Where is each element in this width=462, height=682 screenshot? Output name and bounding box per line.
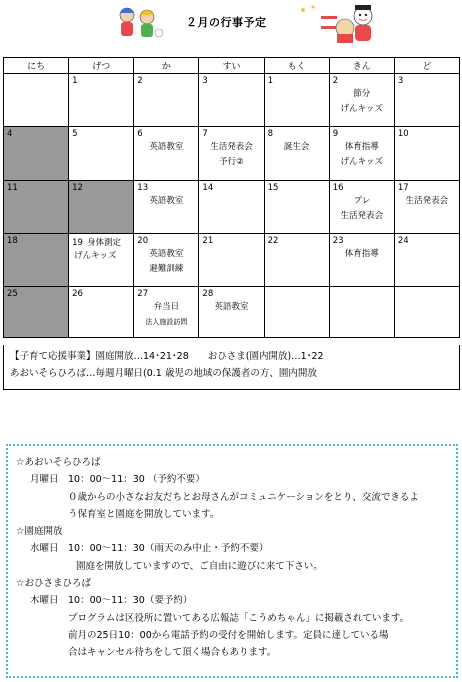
- calendar-day-cell: [69, 127, 134, 181]
- day-number: 11: [7, 183, 18, 193]
- calendar-week-row: [4, 287, 460, 338]
- calendar-day-cell: [394, 287, 459, 338]
- calendar-event: げんキッズ: [74, 251, 117, 261]
- calendar-day-cell: [199, 74, 264, 127]
- weekday-header: か: [134, 58, 199, 74]
- weekday-header: にち: [4, 58, 69, 74]
- calendar-day-cell: [134, 181, 199, 234]
- calendar-day-cell: [199, 234, 264, 287]
- calendar-day-cell: [134, 127, 199, 181]
- calendar-event: 避難訓練: [149, 264, 184, 274]
- calendar-day-cell: [264, 74, 329, 127]
- page-header: [0, 0, 462, 48]
- day-number: 10: [397, 129, 409, 139]
- schedule-time: 木曜日 10：00～11：30（要予約）: [30, 595, 193, 607]
- calendar-day-cell: [329, 287, 394, 338]
- day-number: 4: [7, 129, 13, 139]
- weekday-header: きん: [329, 58, 394, 74]
- calendar-event: 体育指導: [344, 142, 379, 152]
- calendar-day-cell: [199, 181, 264, 234]
- section-description: 園庭を開放していますので、ご自由に遊びに来て下さい。: [76, 560, 323, 572]
- calendar-day-cell: [329, 181, 394, 234]
- calendar-day-cell: [329, 74, 394, 127]
- calendar-day-cell: [264, 234, 329, 287]
- day-number: 16: [332, 183, 344, 193]
- calendar-event: 英語教室: [214, 302, 249, 312]
- calendar-day-cell: [264, 127, 329, 181]
- page-title: ２月の行事予定: [186, 16, 267, 29]
- day-number: 21: [202, 236, 214, 246]
- day-number: 22: [267, 236, 279, 246]
- day-number: 2: [137, 76, 143, 86]
- day-number: 26: [72, 289, 83, 299]
- day-number: 12: [72, 183, 83, 193]
- program-info-box: [6, 444, 458, 678]
- weekday-header: すい: [199, 58, 264, 74]
- day-number: 17: [397, 183, 409, 193]
- section-title: ☆あおいそらひろば: [16, 457, 101, 468]
- section-description: う保育室と園庭を開放しています。: [68, 508, 220, 520]
- monthly-calendar: [3, 57, 460, 338]
- setsubun-illustration: [295, 2, 375, 44]
- day-number: 25: [7, 289, 18, 299]
- calendar-day-cell: [134, 74, 199, 127]
- calendar-event: 節分: [353, 89, 371, 99]
- calendar-week-row: [4, 127, 460, 181]
- children-illustration: [115, 3, 165, 43]
- notes-line: あおいそらひろば…毎週月曜日(0.1 歳児の地域の保護者の方、園内開放: [10, 368, 317, 379]
- day-number: 1: [72, 76, 78, 86]
- calendar-day-cell: [4, 234, 69, 287]
- calendar-event: 誕生会: [283, 142, 310, 152]
- day-number: 9: [332, 129, 339, 139]
- calendar-event: 弁当日: [153, 302, 180, 312]
- calendar-day-cell: [264, 181, 329, 234]
- day-number: 3: [202, 76, 208, 86]
- schedule-time: 水曜日 10：00～11：30（雨天のみ中止・予約不要）: [30, 543, 269, 555]
- day-number: 15: [267, 183, 279, 193]
- section-description: ０歳からの小さなお友だちとお母さんがコミュニケーションをとり、交流できるよ: [68, 491, 419, 503]
- day-number: 5: [72, 129, 78, 139]
- calendar-event: 体育指導: [344, 249, 379, 259]
- calendar-event: プレ: [353, 196, 371, 206]
- calendar-event: 生活発表会: [340, 211, 384, 221]
- calendar-day-cell: [329, 234, 394, 287]
- calendar-event: げんキッズ: [340, 157, 383, 167]
- section-description: プログラムは区役所に置いてある広報誌「こうめちゃん」に掲載されています。: [68, 612, 410, 624]
- weekday-header: げつ: [69, 58, 134, 74]
- calendar-event: 英語教室: [149, 142, 184, 152]
- support-program-notes: [3, 345, 460, 390]
- day-number: 8: [267, 129, 273, 139]
- calendar-day-cell: [134, 287, 199, 338]
- calendar-day-cell: [69, 287, 134, 338]
- calendar-event: 生活発表会: [405, 196, 449, 206]
- section-description: 合はキャンセル待ちをして頂く場合もあります。: [68, 647, 277, 659]
- day-number: 7: [202, 129, 208, 139]
- calendar-day-cell: [199, 287, 264, 338]
- calendar-day-cell: [4, 287, 69, 338]
- calendar-day-cell: [329, 127, 394, 181]
- calendar-day-cell: [394, 181, 459, 234]
- weekday-header: ど: [394, 58, 459, 74]
- calendar-event: 身体測定: [86, 238, 121, 248]
- day-number: 18: [7, 236, 18, 246]
- calendar-day-cell: [69, 234, 134, 287]
- calendar-day-cell: [394, 127, 459, 181]
- calendar-event: げんキッズ: [340, 104, 383, 114]
- section-description: 前月の25日10：00から電話予約の受付を開始します。定員に達している場: [68, 629, 389, 641]
- day-number: 13: [137, 183, 149, 193]
- day-number: 24: [397, 236, 409, 246]
- day-number: 14: [202, 183, 214, 193]
- calendar-day-cell: [134, 234, 199, 287]
- calendar-event: 生活発表会: [210, 142, 253, 152]
- calendar-day-cell: [69, 74, 134, 127]
- calendar-day-cell: [394, 74, 459, 127]
- section-title: ☆園庭開放: [16, 526, 63, 538]
- day-number: 2: [332, 76, 339, 86]
- notes-line: 【子育て応援事業】園庭開放…14･21･28 おひさま(園内開放)…1･22: [10, 351, 324, 362]
- weekday-header-row: [4, 58, 460, 74]
- schedule-time: 月曜日 10：00～11：30 （予約不要）: [30, 474, 205, 486]
- day-number: 28: [202, 289, 214, 299]
- calendar-event: 予行②: [219, 157, 244, 167]
- calendar-day-cell: [199, 127, 264, 181]
- calendar-event: 英語教室: [149, 196, 184, 206]
- day-number: 6: [137, 129, 143, 139]
- calendar-day-cell: [4, 74, 69, 127]
- calendar-day-cell: [69, 181, 134, 234]
- section-title: ☆おひさまひろば: [16, 578, 92, 590]
- calendar-day-cell: [264, 287, 329, 338]
- day-number: 19: [72, 238, 83, 248]
- weekday-header: もく: [264, 58, 329, 74]
- calendar-week-row: [4, 181, 460, 234]
- day-number: 1: [267, 76, 273, 86]
- day-number: 20: [137, 236, 149, 246]
- calendar-event: 英語教室: [149, 249, 184, 259]
- calendar-week-row: [4, 234, 460, 287]
- day-number: 3: [397, 76, 404, 86]
- calendar-day-cell: [4, 181, 69, 234]
- day-number: 23: [332, 236, 344, 246]
- calendar-day-cell: [4, 127, 69, 181]
- calendar-day-cell: [394, 234, 459, 287]
- calendar-week-row: [4, 74, 460, 127]
- calendar-event: 法人施設訪問: [145, 318, 188, 326]
- day-number: 27: [137, 289, 149, 299]
